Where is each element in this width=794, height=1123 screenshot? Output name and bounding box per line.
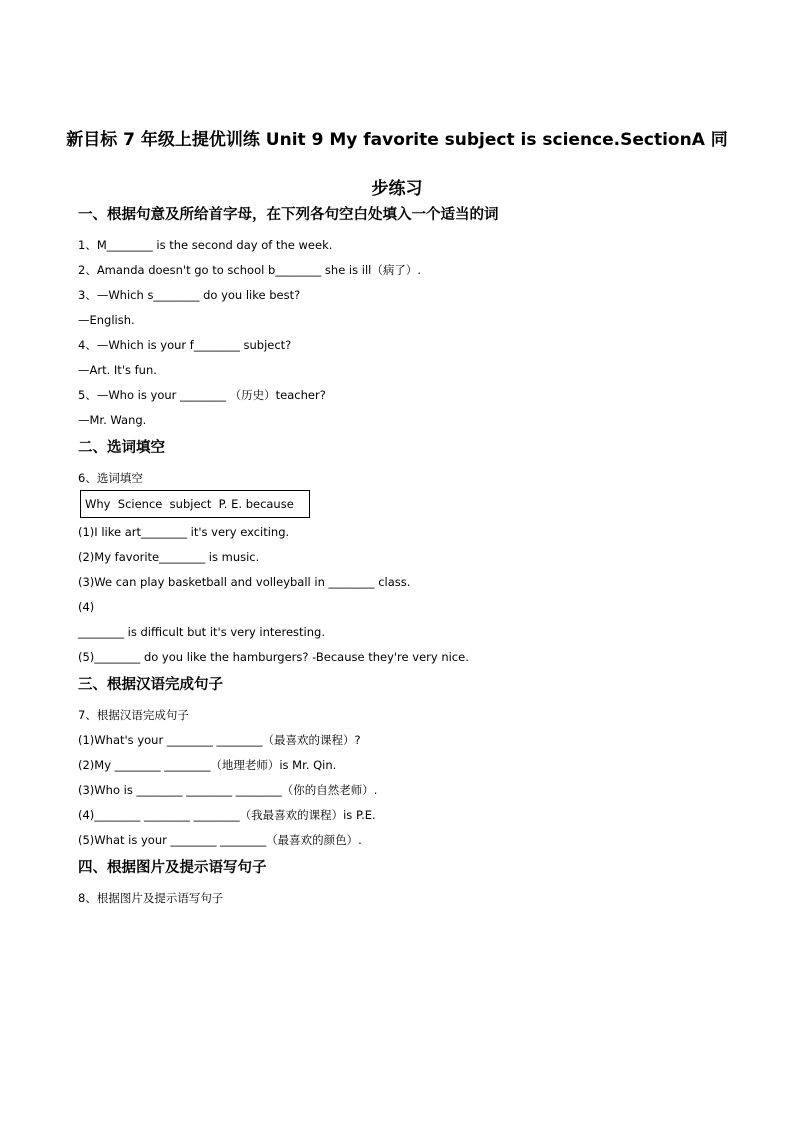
question-6-2: (2)My favorite________ is music. (78, 550, 260, 564)
section-heading-1: 一、根据句意及所给首字母，在下列各句空白处填入一个适当的词 (78, 207, 499, 223)
question-7-1: (1)What's your ________ ________（最喜欢的课程）? (78, 733, 361, 747)
word-bank-box: Why Science subject P. E. because (80, 490, 310, 518)
answer-4: —Art. It's fun. (78, 363, 157, 377)
question-6-3: (3)We can play basketball and volleyball in ________ class. (78, 575, 411, 589)
section-heading-2: 二、选词填空 (78, 440, 165, 456)
question-2: 2、Amanda doesn't go to school b________ she is ill（病了）. (78, 263, 422, 277)
question-6-4: ________ is difficult but it's very interesting. (78, 625, 325, 639)
question-3: 3、—Which s________ do you like best? (78, 288, 301, 302)
question-7-2: (2)My ________ ________（地理老师）is Mr. Qin. (78, 758, 337, 772)
answer-3: —English. (78, 313, 135, 327)
section-heading-3: 三、根据汉语完成句子 (78, 677, 223, 693)
question-6-5: (5)________ do you like the hamburgers? -Because they're very nice. (78, 650, 469, 664)
section-heading-4: 四、根据图片及提示语写句子 (78, 860, 267, 876)
question-6-4-number: (4) (78, 600, 95, 614)
question-7-5: (5)What is your ________ ________（最喜欢的颜色）. (78, 833, 362, 847)
question-7-3: (3)Who is ________ ________ ________（你的自然老师）. (78, 783, 378, 797)
answer-5: —Mr. Wang. (78, 413, 147, 427)
question-7-title: 7、根据汉语完成句子 (78, 708, 189, 722)
question-8-title: 8、根据图片及提示语写句子 (78, 891, 224, 905)
question-5: 5、—Who is your ________ （历史）teacher? (78, 388, 326, 402)
question-6-1: (1)I like art________ it's very exciting. (78, 525, 290, 539)
question-6-title: 6、选词填空 (78, 471, 143, 485)
question-4: 4、—Which is your f________ subject? (78, 338, 292, 352)
question-7-4: (4)________ ________ ________（我最喜欢的课程）is P.E. (78, 808, 376, 822)
page-title: 新目标 7 年级上提优训练 Unit 9 My favorite subject is science.SectionA 同步练习 (66, 130, 728, 199)
question-1: 1、M________ is the second day of the week. (78, 238, 333, 252)
